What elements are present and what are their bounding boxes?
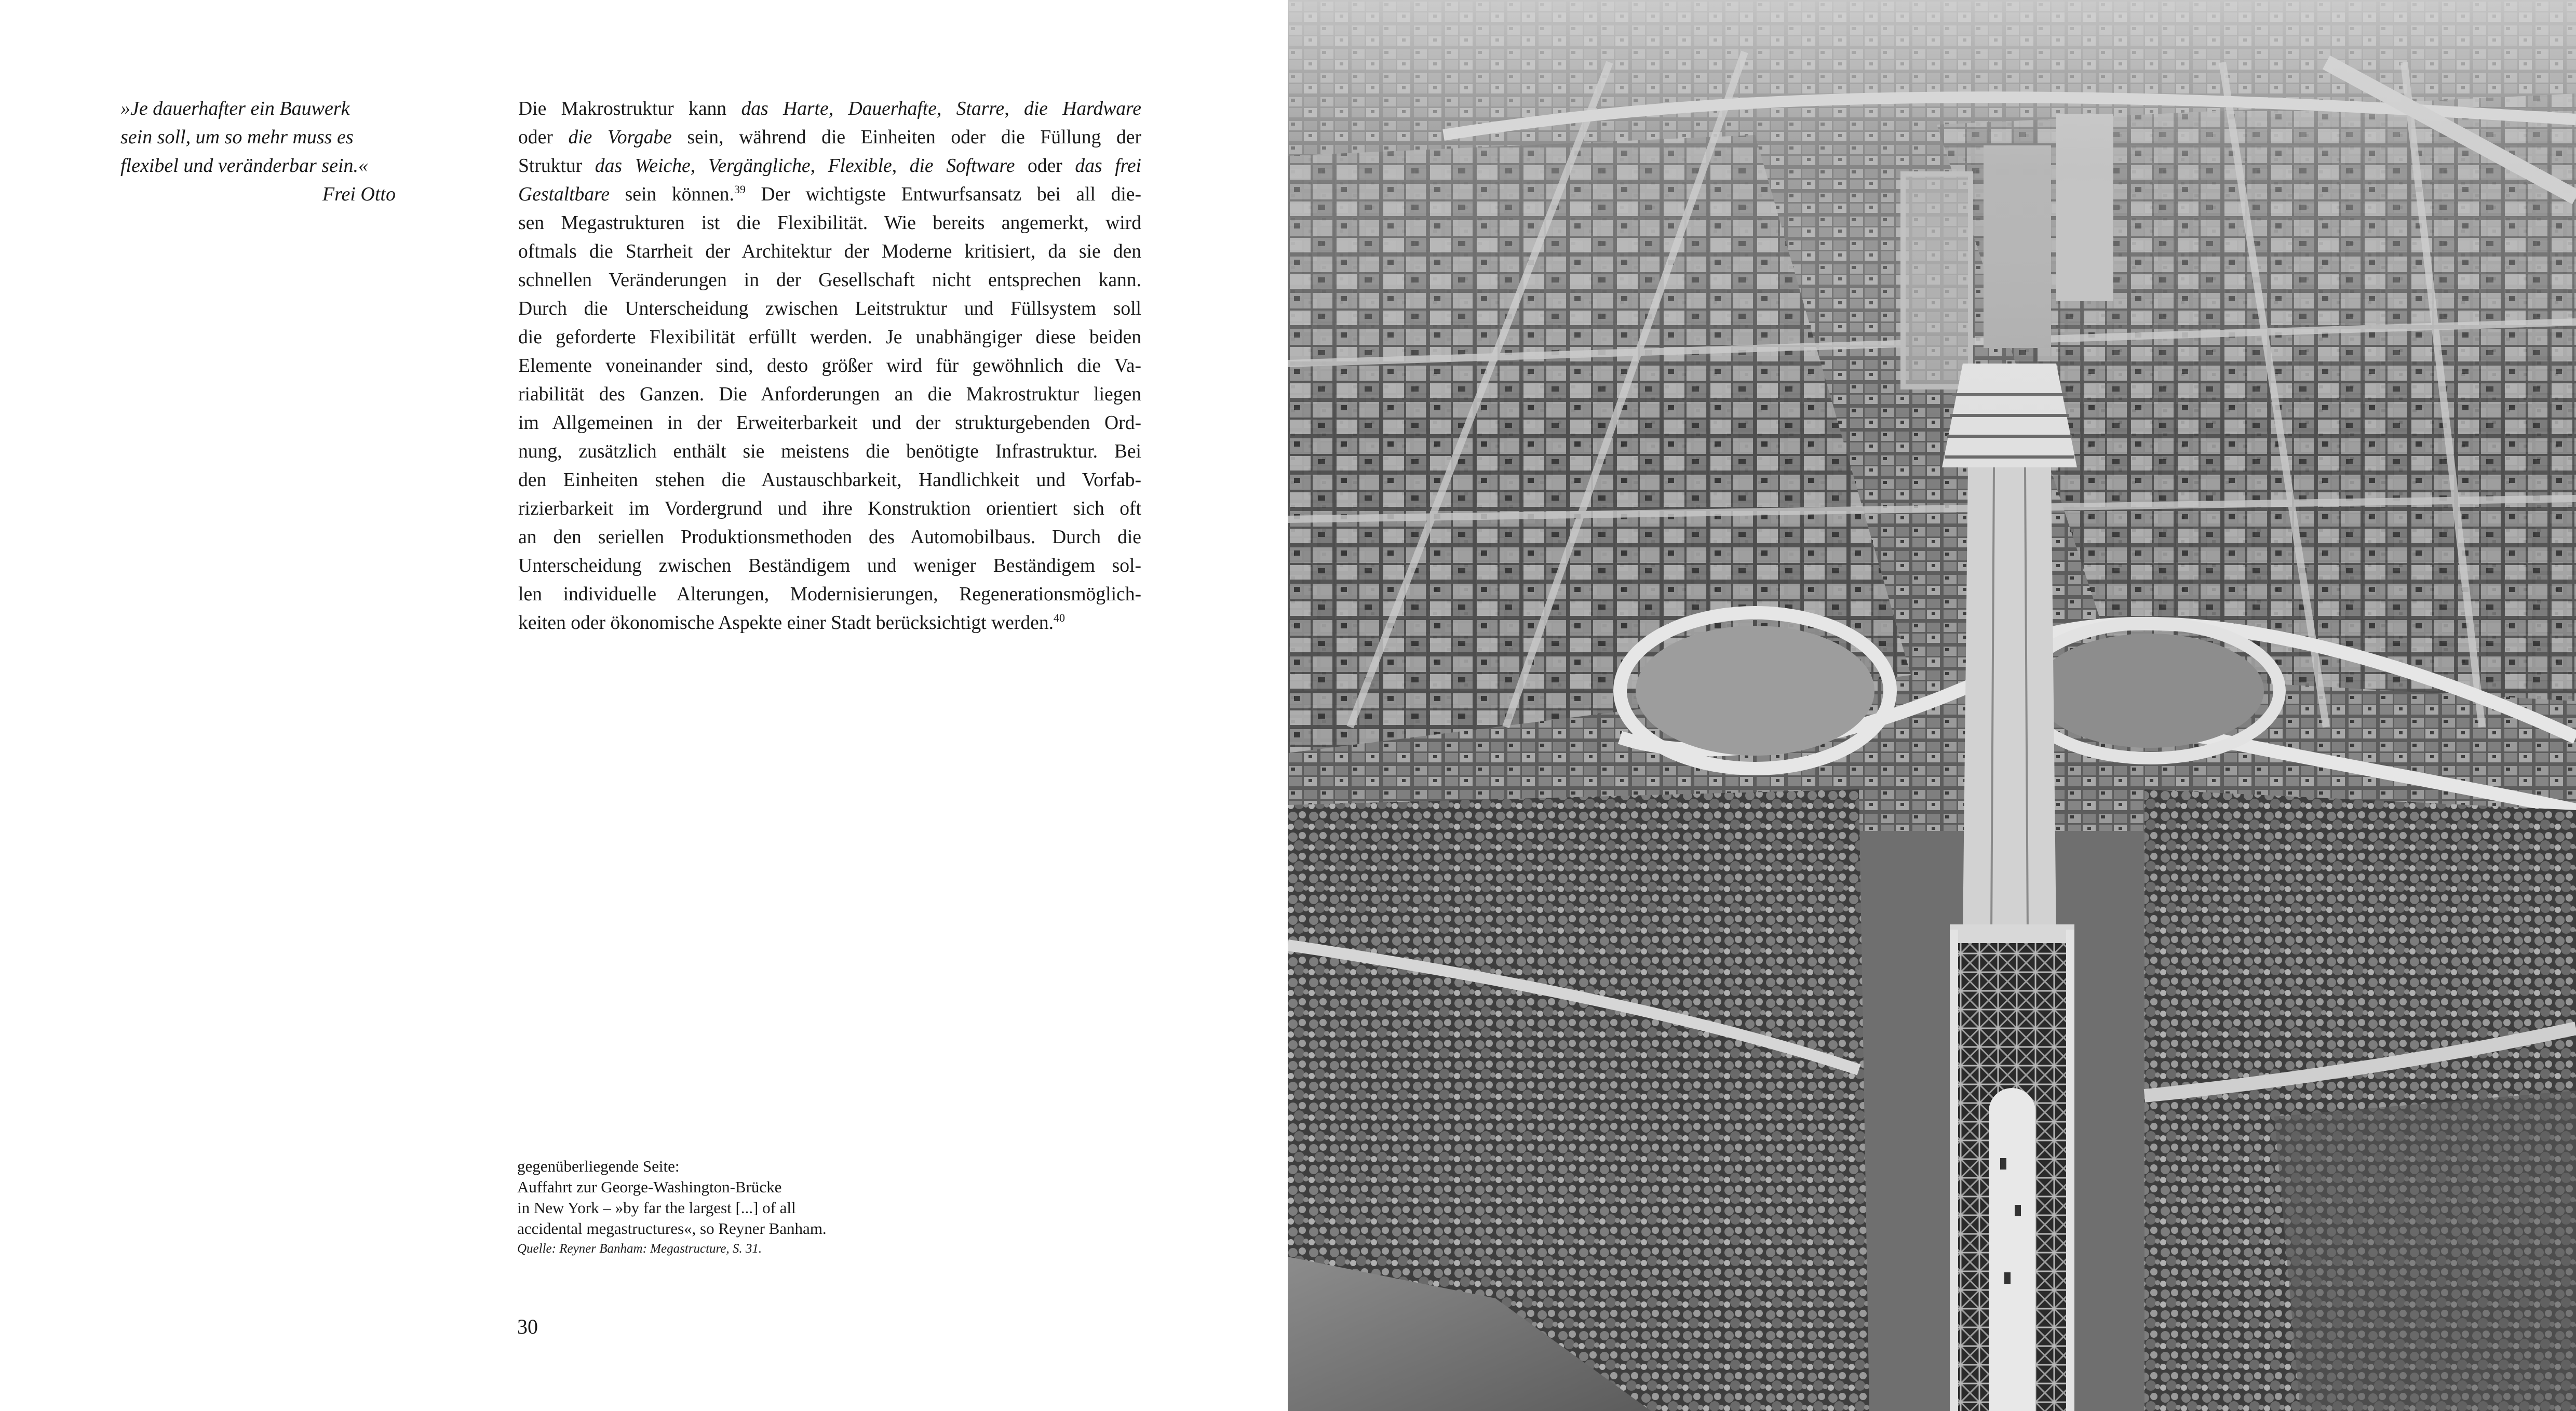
body-line: oder die Vorgabe sein, während die Einheiten oder die Füllung der xyxy=(518,127,1142,148)
caption-line: gegenüberliegende Seite: xyxy=(517,1157,680,1175)
epigraph-quote xyxy=(120,95,396,209)
body-line: len individuelle Alterungen, Modernisierungen, Regenerationsmöglich- xyxy=(518,584,1141,605)
body-line: die geforderte Flexibilität erfüllt werden. Je unabhängiger diese beiden xyxy=(518,327,1141,348)
body-line: Unterscheidung zwischen Beständigem und weniger Beständigem sol- xyxy=(518,555,1141,576)
body-line: oftmals die Starrheit der Architektur der Moderne kritisiert, da sie den xyxy=(518,241,1141,262)
body-line: Gestaltbare sein können.$^{39}$ Der wichtigste Entwurfsansatz bei all die- xyxy=(518,183,1142,205)
quote-author: Frei Otto xyxy=(322,183,396,205)
aerial-photo-icon xyxy=(1288,0,2576,1411)
page-number: 30 xyxy=(517,1315,538,1338)
caption-line: in New York – »by far the largest [...] of all xyxy=(517,1199,796,1217)
quote-line: flexibel und veränderbar sein.« xyxy=(120,155,369,177)
caption-source: Quelle: Reyner Banham: Megastructure, S. 31. xyxy=(517,1242,762,1256)
body-line: Struktur das Weiche, Vergängliche, Flexible, die Software oder das frei xyxy=(518,155,1141,177)
body-line: Die Makrostruktur kann das Harte, Dauerhafte, Starre, die Hardware xyxy=(518,98,1141,119)
image-caption xyxy=(517,1156,912,1259)
body-line: Elemente voneinander sind, desto größer wird für gewöhnlich die Va- xyxy=(518,355,1141,377)
caption-line: accidental megastructures«, so Reyner Banham. xyxy=(517,1219,827,1238)
body-line: sen Megastrukturen ist die Flexibilität. Wie bereits angemerkt, wird xyxy=(518,212,1141,234)
body-line: riabilität des Ganzen. Die Anforderungen an die Makrostruktur liegen xyxy=(518,384,1141,405)
body-line: rizierbarkeit im Vordergrund und ihre Konstruktion orientiert sich oft xyxy=(518,498,1141,519)
body-line: Durch die Unterscheidung zwischen Leitstruktur und Füllsystem soll xyxy=(518,298,1141,319)
caption-line: Auffahrt zur George-Washington-Brücke xyxy=(517,1178,782,1196)
body-line: den Einheiten stehen die Austauschbarkeit, Handlichkeit und Vorfab- xyxy=(518,469,1141,491)
body-line: keiten oder ökonomische Aspekte einer Stadt berücksichtigt werden.$^{40}$ xyxy=(518,611,1066,634)
body-text xyxy=(518,95,1141,637)
quote-line: »Je dauerhafter ein Bauwerk xyxy=(120,98,350,119)
body-line: im Allgemeinen in der Erweiterbarkeit und der strukturgebenden Ord- xyxy=(518,412,1141,434)
quote-line: sein soll, um so mehr muss es xyxy=(120,126,354,148)
right-page xyxy=(1288,0,2576,1411)
body-line: an den seriellen Produktionsmethoden des Automobilbaus. Durch die xyxy=(518,527,1141,548)
body-line: nung, zusätzlich enthält sie meistens die benötigte Infrastruktur. Bei xyxy=(518,441,1141,462)
body-line: schnellen Veränderungen in der Gesellschaft nicht entsprechen kann. xyxy=(518,270,1141,291)
